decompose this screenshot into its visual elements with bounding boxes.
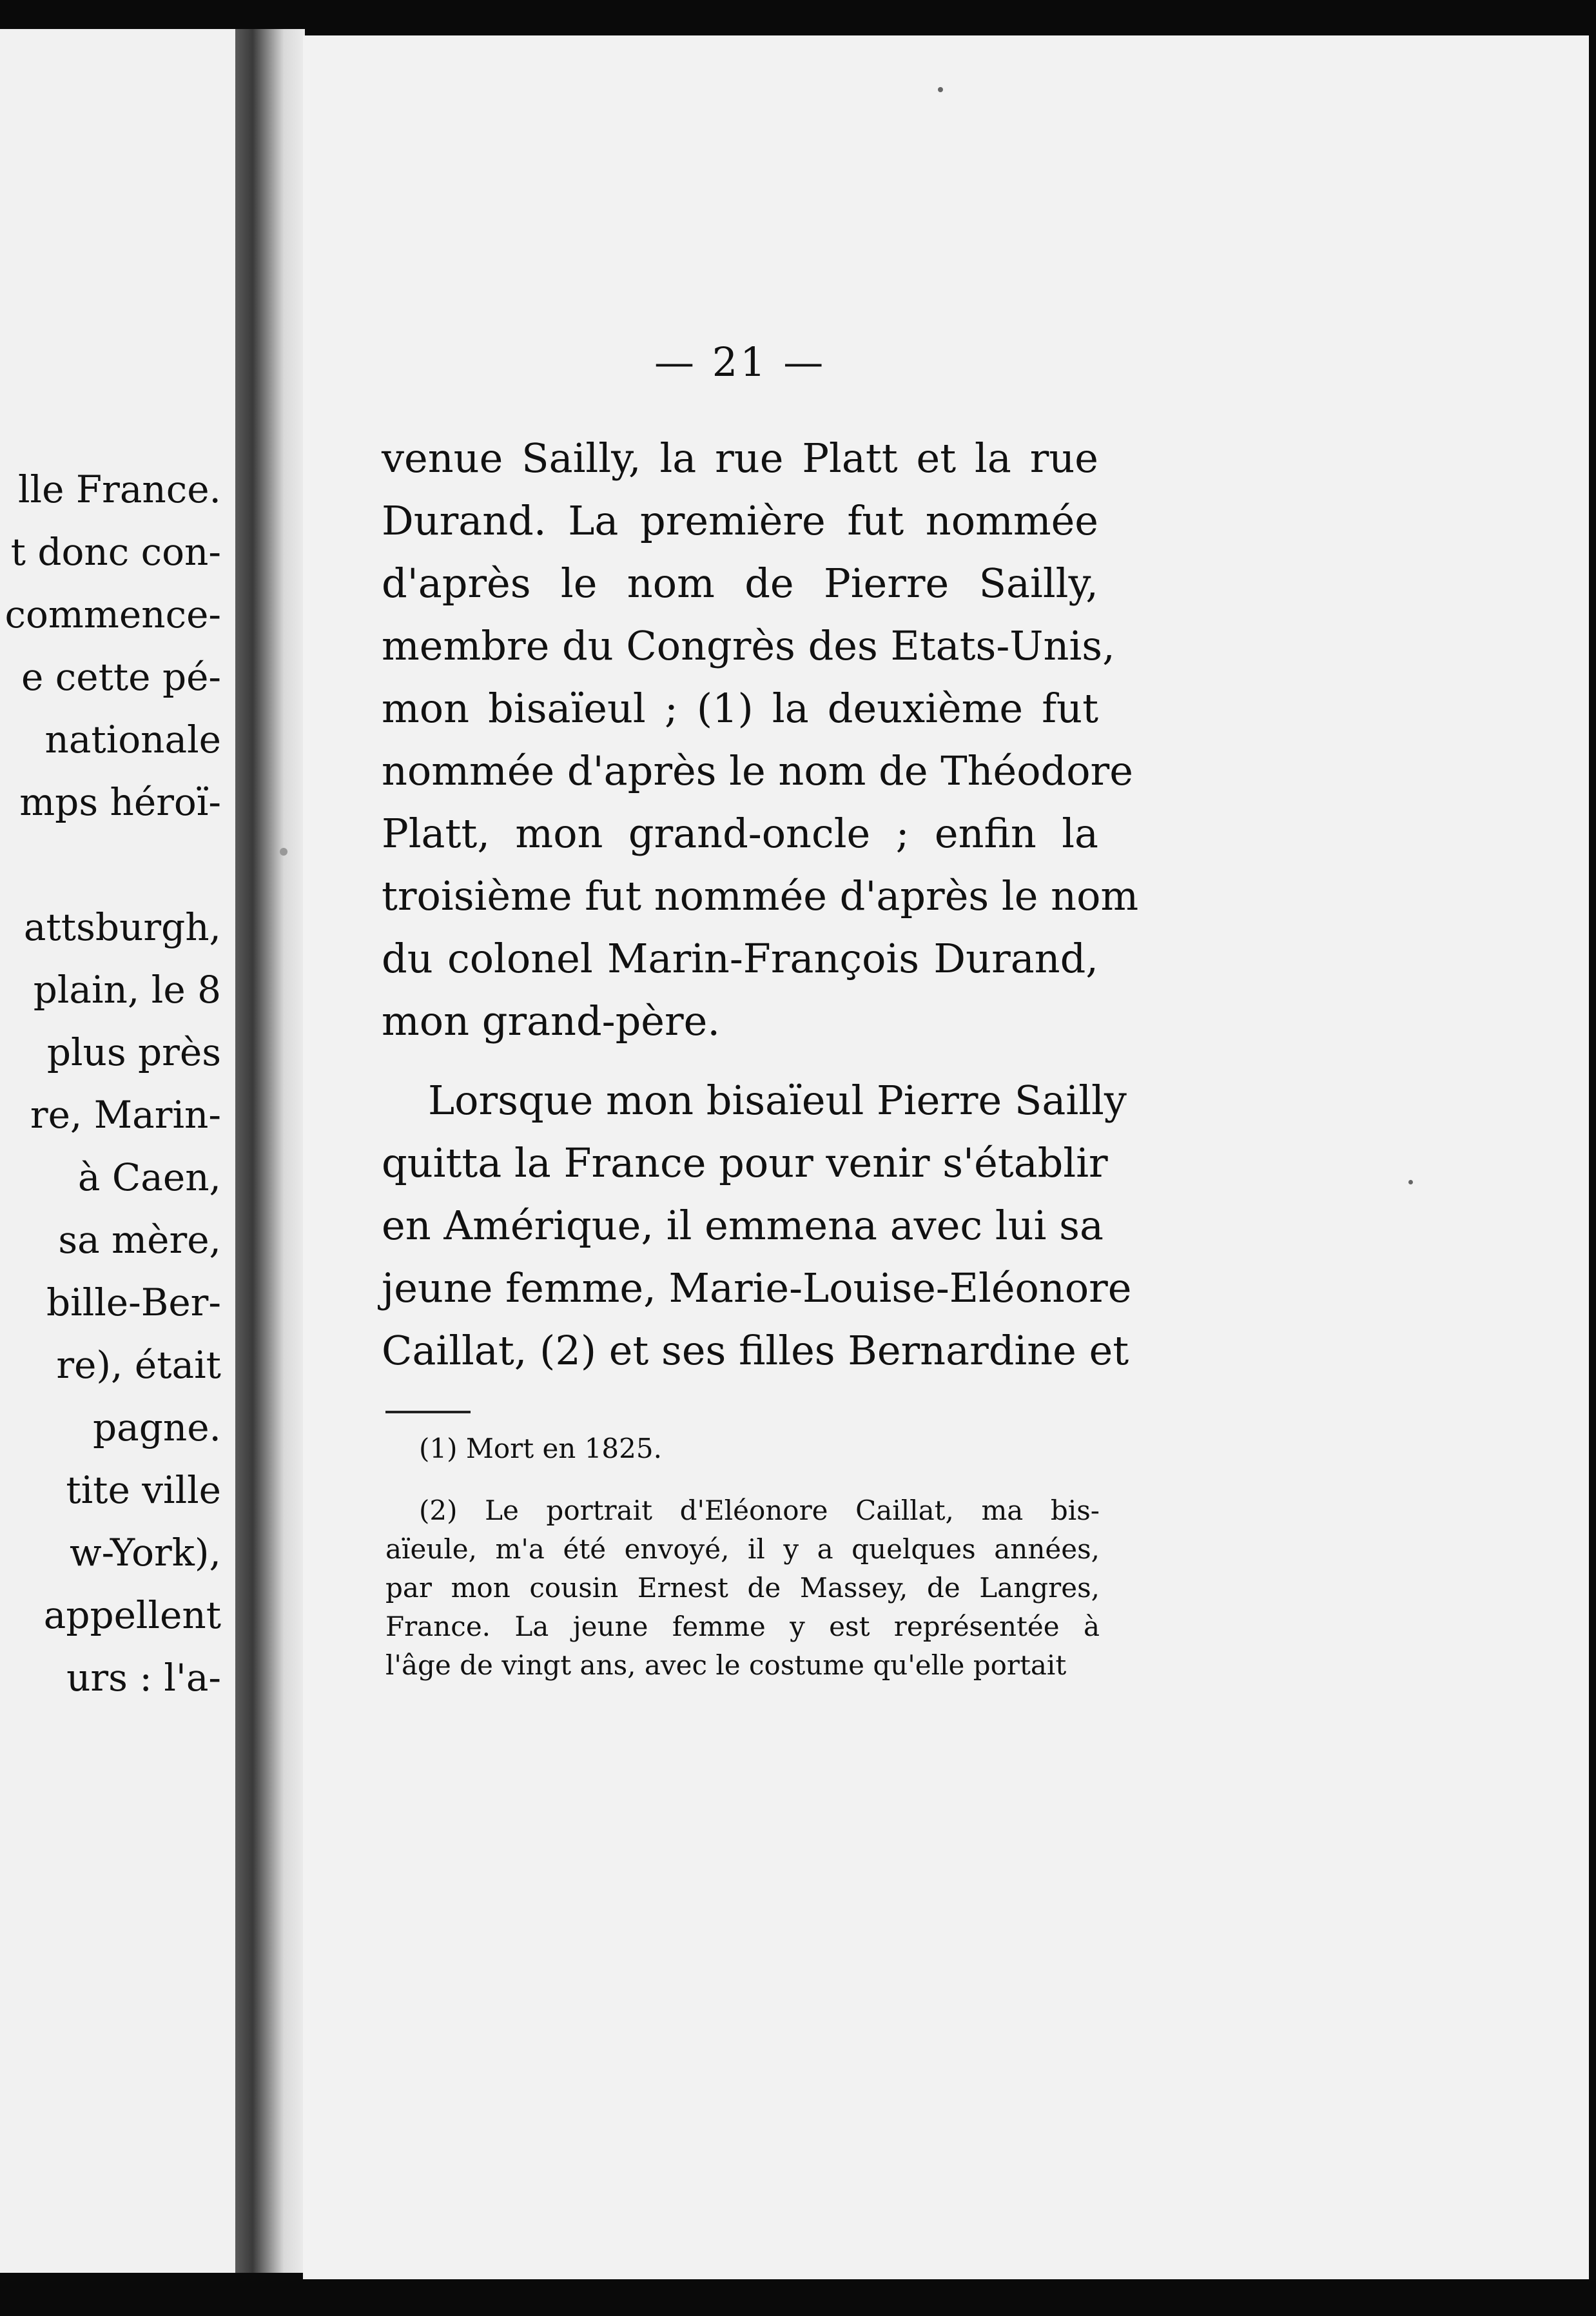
body-line: Lorsque mon bisaïeul Pierre Sailly xyxy=(428,1077,1127,1124)
paper-speck xyxy=(280,848,287,856)
left-line: urs : l'a- xyxy=(66,1656,221,1700)
footnote-line: France. La jeune femme y est représentée à xyxy=(385,1611,1100,1642)
left-line: w-York), xyxy=(70,1531,221,1575)
body-line: nommée d'après le nom de Théodore xyxy=(382,747,1133,794)
body-line: membre du Congrès des Etats-Unis, xyxy=(382,622,1115,669)
body-line: quitta la France pour venir s'établir xyxy=(382,1139,1108,1186)
left-line: mps héroï- xyxy=(19,780,221,824)
body-line: Platt, mon grand-oncle ; enfin la xyxy=(382,810,1098,857)
left-line: attsburgh, xyxy=(23,905,221,949)
footnote-separator xyxy=(385,1411,471,1413)
footnote-line: (1) Mort en 1825. xyxy=(419,1433,662,1464)
body-line: jeune femme, Marie-Louise-Eléonore xyxy=(382,1264,1132,1311)
left-line: à Caen, xyxy=(77,1155,221,1199)
left-line: pagne. xyxy=(93,1406,221,1449)
left-line: plain, le 8 xyxy=(33,968,221,1012)
footnote-line: l'âge de vingt ans, avec le costume qu'elle portait xyxy=(385,1649,1067,1681)
left-page-text xyxy=(0,29,235,2273)
scan-border xyxy=(0,2279,1596,2316)
left-line: lle France. xyxy=(17,467,221,511)
body-line: mon grand-père. xyxy=(382,997,721,1045)
left-line: re, Marin- xyxy=(30,1093,221,1137)
body-line: Caillat, (2) et ses filles Bernardine et xyxy=(382,1327,1129,1374)
left-line: bille-Ber- xyxy=(46,1281,221,1324)
paper-speck xyxy=(1408,1180,1413,1184)
left-line: t donc con- xyxy=(10,530,221,574)
left-line: nationale xyxy=(44,718,221,761)
left-line: e cette pé- xyxy=(21,655,221,699)
body-line: Durand. La première fut nommée xyxy=(382,497,1098,544)
body-line: du colonel Marin-François Durand, xyxy=(382,935,1098,982)
left-line: re), était xyxy=(56,1343,221,1387)
left-line: tite ville xyxy=(66,1468,221,1512)
left-page xyxy=(0,29,235,2273)
body-line: en Amérique, il emmena avec lui sa xyxy=(382,1202,1104,1249)
left-line: commence- xyxy=(5,593,221,636)
left-line: appellent xyxy=(43,1593,221,1637)
footnote-line: par mon cousin Ernest de Massey, de Langres, xyxy=(385,1572,1100,1604)
book-gutter xyxy=(235,29,305,2273)
left-line: plus près xyxy=(46,1030,221,1074)
footnote-line: (2) Le portrait d'Eléonore Caillat, ma bis- xyxy=(419,1495,1100,1526)
page-number: — 21 — xyxy=(654,339,826,386)
body-line: d'après le nom de Pierre Sailly, xyxy=(382,560,1098,607)
body-line: venue Sailly, la rue Platt et la rue xyxy=(382,435,1098,482)
footnote-line: aïeule, m'a été envoyé, il y a quelques années, xyxy=(385,1533,1100,1565)
body-line: mon bisaïeul ; (1) la deuxième fut xyxy=(382,685,1098,732)
left-line: sa mère, xyxy=(58,1218,221,1262)
paper-speck xyxy=(938,87,943,92)
body-line: troisième fut nommée d'après le nom xyxy=(382,872,1139,919)
